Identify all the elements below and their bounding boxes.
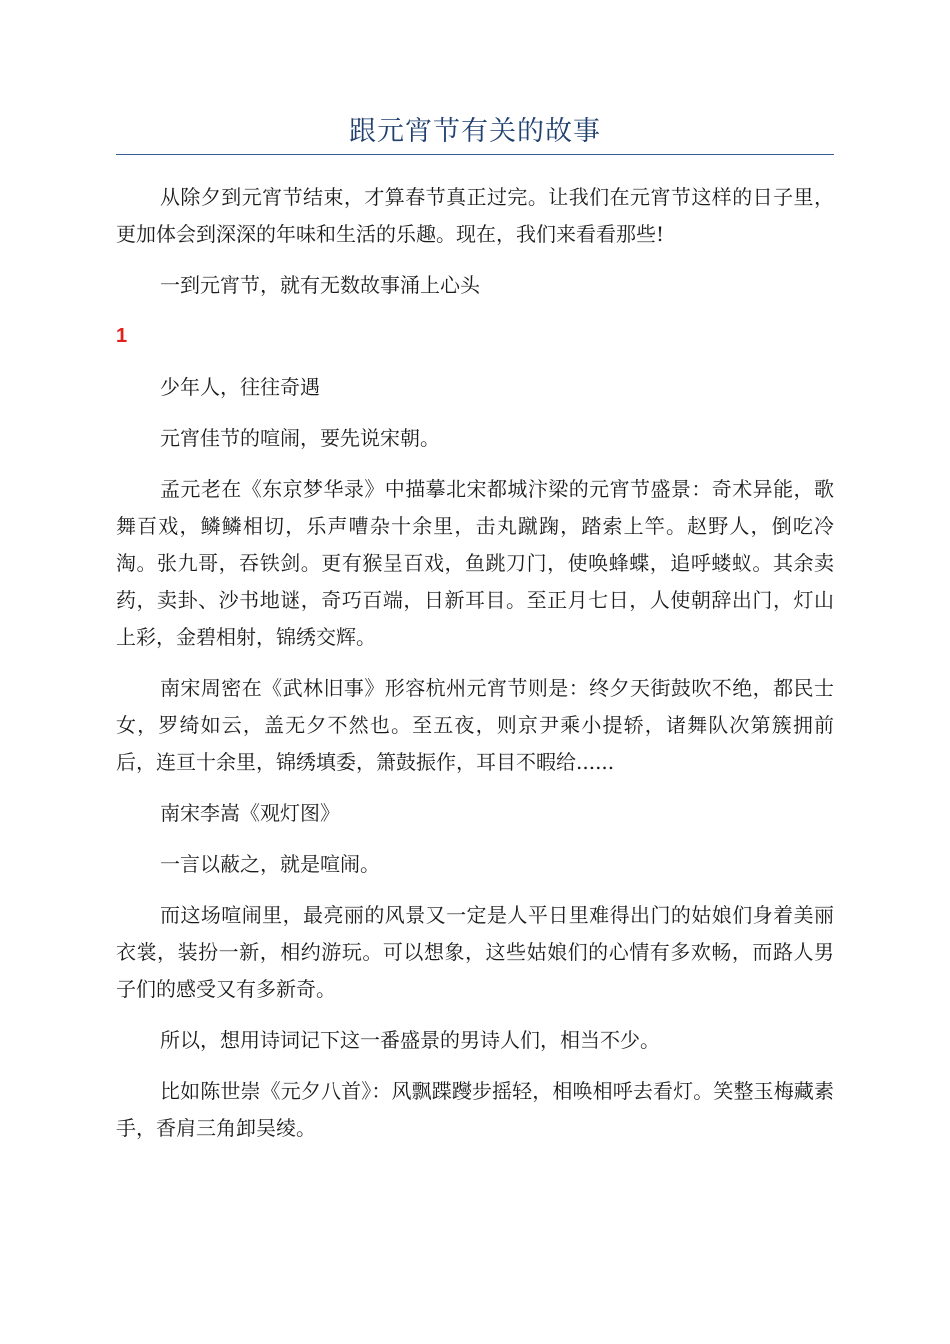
body-paragraph: 而这场喧闹里，最亮丽的风景又一定是人平日里难得出门的姑娘们身着美丽衣裳，装扮一新，相约游玩。可以想象，这些姑娘们的心情有多欢畅，而路人男子们的感受又有多新奇。 (116, 903, 834, 1001)
body-paragraph: 一言以蔽之，就是喧闹。 (160, 852, 380, 876)
body-paragraph: 孟元老在《东京梦华录》中描摹北宋都城汴梁的元宵节盛景：奇术异能，歌舞百戏，鳞鳞相切，乐声嘈杂十余里，击丸蹴踘，踏索上竿。赵野人，倒吃冷淘。张九哥，吞铁剑。更有猴呈百戏，鱼跳刀门，使唤蜂蝶，追呼蝼蚁。其余卖药，卖卦、沙书地谜，奇巧百端，日新耳目。至正月七日，人使朝辞出门，灯山上彩，金碧相射，锦绣交辉。 (116, 477, 834, 649)
intro-paragraph: 从除夕到元宵节结束，才算春节真正过完。让我们在元宵节这样的日子里，更加体会到深深的年味和生活的乐趣。现在，我们来看看那些! (116, 185, 834, 246)
document-page (116, 0, 834, 1147)
section-number: 1 (116, 325, 128, 347)
document-title: 跟元宵节有关的故事 (349, 116, 601, 147)
title-divider (116, 154, 834, 155)
image-caption: 南宋李嵩《观灯图》 (160, 801, 340, 825)
poem-paragraph: 比如陈世崇《元夕八首》：风飘蹀躞步摇轻，相唤相呼去看灯。笑整玉梅藏素手，香肩三角卸吴绫。 (116, 1079, 834, 1140)
body-paragraph: 元宵佳节的喧闹，要先说宋朝。 (160, 426, 440, 450)
body-paragraph: 所以，想用诗词记下这一番盛景的男诗人们，相当不少。 (160, 1028, 660, 1052)
intro-paragraph: 一到元宵节，就有无数故事涌上心头 (160, 273, 480, 297)
body-paragraph: 南宋周密在《武林旧事》形容杭州元宵节则是：终夕天街鼓吹不绝，都民士女，罗绮如云，盖无夕不然也。至五夜，则京尹乘小提轿，诸舞队次第簇拥前后，连亘十余里，锦绣填委，箫鼓振作，耳目不暇给...... (116, 676, 834, 774)
section-heading: 少年人，往往奇遇 (160, 375, 320, 399)
